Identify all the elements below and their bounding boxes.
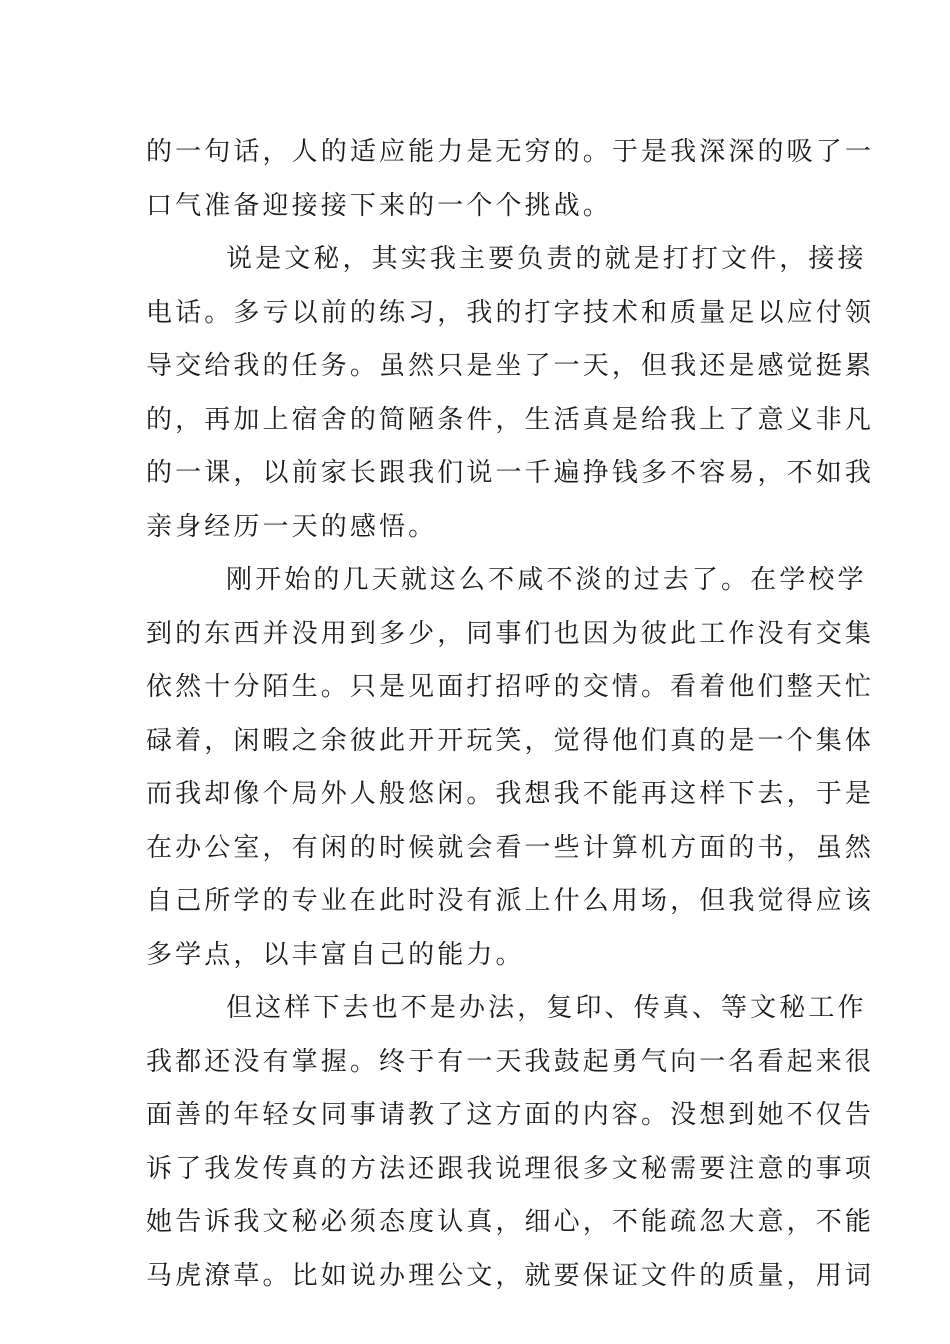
text-line: 面善的年轻女同事请教了这方面的内容。没想到她不仅告 xyxy=(146,1100,875,1130)
text-line: 亲身经历一天的感悟。 xyxy=(146,511,438,542)
text-line: 导交给我的任务。虽然只是坐了一天，但我还是感觉挺累 xyxy=(146,351,875,381)
text-line: 多学点，以丰富自己的能力。 xyxy=(146,939,525,970)
text-line: 的一课，以前家长跟我们说一千遍挣钱多不容易，不如我 xyxy=(146,458,875,488)
text-line: 口气准备迎接接下来的一个个挑战。 xyxy=(146,190,612,221)
paragraph-start-line: 但这样下去也不是办法，复印、传真、等文秘工作 xyxy=(226,993,867,1023)
text-line: 到的东西并没用到多少，同事们也因为彼此工作没有交集 xyxy=(146,618,875,649)
text-line: 马虎潦草。比如说办理公文，就要保证文件的质量，用词 xyxy=(146,1260,875,1291)
text-line: 碌着，闲暇之余彼此开开玩笑，觉得他们真的是一个集体 xyxy=(146,725,875,756)
paragraph-start-line: 说是文秘，其实我主要负责的就是打打文件，接接 xyxy=(226,244,867,274)
text-line: 自己所学的专业在此时没有派上什么用场，但我觉得应该 xyxy=(146,886,875,916)
paragraph-start-line: 刚开始的几天就这么不咸不淡的过去了。在学校学 xyxy=(226,565,867,595)
text-line: 诉了我发传真的方法还跟我说理很多文秘需要注意的事项 xyxy=(146,1153,875,1184)
text-line: 的，再加上宿舍的简陋条件，生活真是给我上了意义非凡 xyxy=(146,404,875,435)
text-line: 在办公室，有闲的时候就会看一些计算机方面的书，虽然 xyxy=(146,832,875,863)
text-line: 电话。多亏以前的练习，我的打字技术和质量足以应付领 xyxy=(146,297,875,328)
text-line: 她告诉我文秘必须态度认真，细心，不能疏忽大意，不能 xyxy=(146,1207,875,1237)
text-line: 我都还没有掌握。终于有一天我鼓起勇气向一名看起来很 xyxy=(146,1046,875,1077)
body-text xyxy=(146,126,875,1303)
text-line: 的一句话，人的适应能力是无穷的。于是我深深的吸了一 xyxy=(146,137,875,167)
text-line: 依然十分陌生。只是见面打招呼的交情。看着他们整天忙 xyxy=(146,672,875,702)
text-line: 而我却像个局外人般悠闲。我想我不能再这样下去，于是 xyxy=(146,779,875,809)
